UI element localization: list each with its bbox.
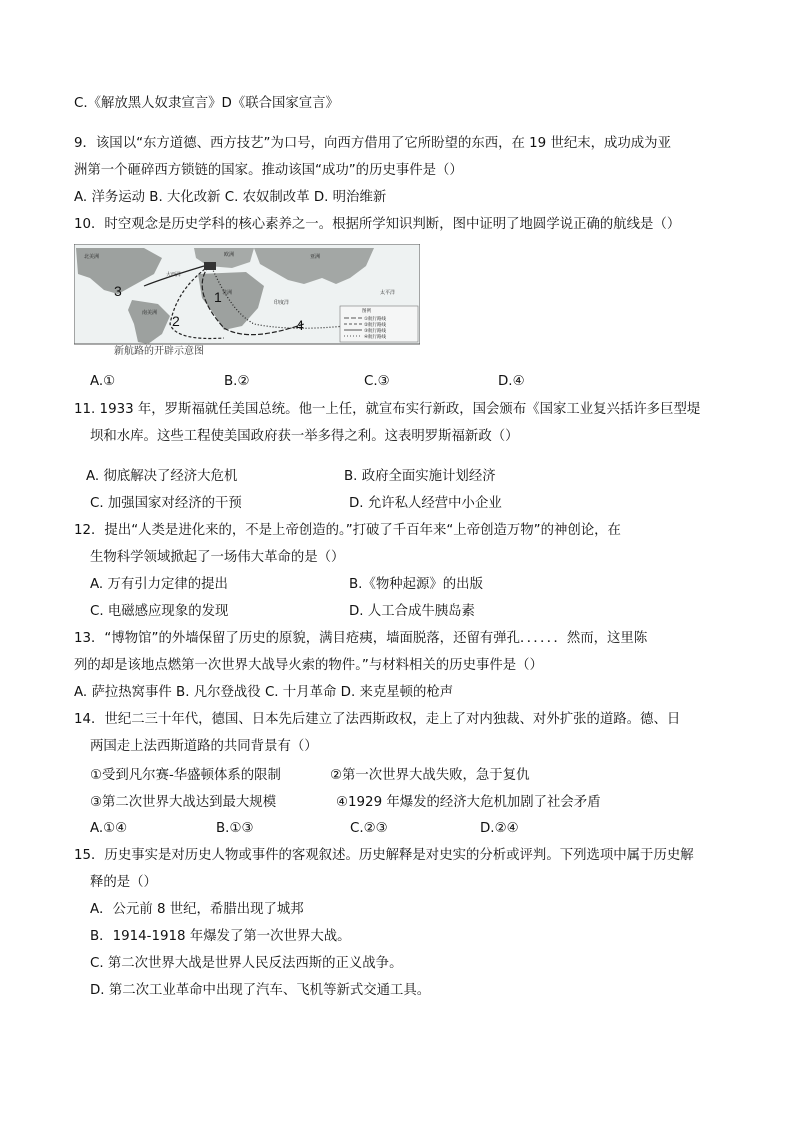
q11-option-b: B. 政府全面实施计划经济 (344, 469, 496, 484)
map-caption: 新航路的开辟示意图 (114, 346, 204, 356)
q14-statement-1: ①受到凡尔赛-华盛顿体系的限制 (90, 768, 281, 783)
map-graphic (74, 244, 420, 356)
q11-option-d: D. 允许私人经营中小企业 (349, 496, 502, 511)
q15-option-c: C. 第二次世界大战是世界人民反法西斯的正义战争。 (90, 956, 403, 971)
legend-item: ①航行路线 (364, 317, 387, 322)
place-label: 印度洋 (274, 300, 290, 306)
new-routes-map (74, 244, 420, 356)
q11-option-a: A. 彻底解决了经济大危机 (86, 469, 238, 484)
legend-item: ③航行路线 (364, 329, 387, 334)
route-label-1: 1 (214, 289, 222, 305)
place-label: 亚洲 (310, 254, 321, 260)
place-label: 非洲 (222, 290, 233, 296)
q15-option-b: B．1914-1918 年爆发了第一次世界大战。 (90, 929, 351, 944)
q10-option-b: B.② (224, 374, 250, 389)
q14-statement-2: ②第一次世界大战失败，急于复仇 (330, 768, 530, 783)
q14-stem-line2: 两国走上法西斯道路的共同背景有（） (90, 739, 318, 754)
legend-item: ④航行路线 (364, 335, 387, 340)
q13-stem-line2: 列的却是该地点燃第一次世界大战导火索的物件。”与材料相关的历史事件是（） (74, 658, 543, 673)
legend-item: ②航行路线 (364, 323, 387, 328)
q12-option-d: D. 人工合成牛胰岛素 (349, 604, 475, 619)
q14-option-c: C.②③ (350, 821, 388, 836)
q14-statement-3: ③第二次世界大战达到最大规模 (90, 795, 277, 810)
route-label-4: 4 (296, 317, 304, 333)
q10-option-a: A.① (90, 374, 116, 389)
q15-stem-line1: 15．历史事实是对历史人物或事件的客观叙述。历史解释是对史实的分析或评判。下列选项中属于历史解 (74, 848, 694, 863)
route-label-3: 3 (114, 283, 122, 299)
q11-stem-line1: 11. 1933 年，罗斯福就任美国总统。他一上任，就宣布实行新政，国会颁布《国家工业复兴括许多巨型堤 (74, 402, 701, 417)
place-label: 大西洋 (166, 272, 182, 278)
place-label: 南美洲 (142, 310, 158, 316)
q10-stem: 10．时空观念是历史学科的核心素养之一。根据所学知识判断，图中证明了地圆学说正确的航线是（） (74, 217, 681, 232)
q11-option-c: C. 加强国家对经济的干预 (90, 496, 242, 511)
q10-option-d: D.④ (498, 374, 525, 389)
q13-options: A. 萨拉热窝事件 B. 凡尔登战役 C. 十月革命 D. 来克星顿的枪声 (74, 685, 454, 700)
q15-option-d: D. 第二次工业革命中出现了汽车、飞机等新式交通工具。 (90, 983, 431, 998)
legend-title: 图例 (362, 309, 371, 314)
q12-stem-line1: 12．提出“人类是进化来的，不是上帝创造的。”打破了千百年来“上帝创造万物”的神创论，在 (74, 523, 621, 538)
q9-stem-line2: 洲第一个砸碎西方锁链的国家。推动该国“成功”的历史事件是（） (74, 163, 463, 178)
q14-option-d: D.②④ (480, 821, 519, 836)
q14-stem-line1: 14．世纪二三十年代，德国、日本先后建立了法西斯政权，走上了对内独裁、对外扩张的道路。德、日 (74, 712, 681, 727)
q12-option-c: C. 电磁感应现象的发现 (90, 604, 229, 619)
place-label: 北美洲 (84, 254, 100, 260)
place-label: 欧洲 (224, 252, 235, 258)
q10-option-c: C.③ (364, 374, 390, 389)
q15-option-a: A．公元前 8 世纪，希腊出现了城邦 (90, 902, 304, 917)
q12-option-a: A. 万有引力定律的提出 (90, 577, 228, 592)
q12-option-b: B.《物种起源》的出版 (349, 577, 483, 592)
place-label: 太平洋 (380, 290, 396, 296)
q14-statement-4: ④1929 年爆发的经济大危机加剧了社会矛盾 (336, 795, 601, 810)
q14-option-a: A.①④ (90, 821, 128, 836)
route-label-2: 2 (172, 313, 180, 329)
q14-option-b: B.①③ (216, 821, 254, 836)
q15-stem-line2: 释的是（） (90, 875, 157, 890)
q13-stem-line1: 13．“博物馆”的外墙保留了历史的原貌，满目疮痍，墙面脱落，还留有弹孔．．．．．．然而，这里陈 (74, 631, 648, 646)
q9-stem-line1: 9．该国以“东方道德、西方技艺”为口号，向西方借用了它所盼望的东西，在 19 世纪末，成功成为亚 (74, 136, 671, 151)
q8-option-line: C.《解放黑人奴隶宣言》D《联合国家宣言》 (74, 96, 339, 111)
q12-stem-line2: 生物科学领域掀起了一场伟大革命的是（） (90, 550, 345, 565)
q11-stem-line2: 坝和水库。这些工程使美国政府获一举多得之利。这表明罗斯福新政（） (90, 429, 519, 444)
q9-options: A. 洋务运动 B. 大化改新 C. 农奴制改革 D. 明治维新 (74, 190, 387, 205)
start-marker (204, 262, 216, 270)
